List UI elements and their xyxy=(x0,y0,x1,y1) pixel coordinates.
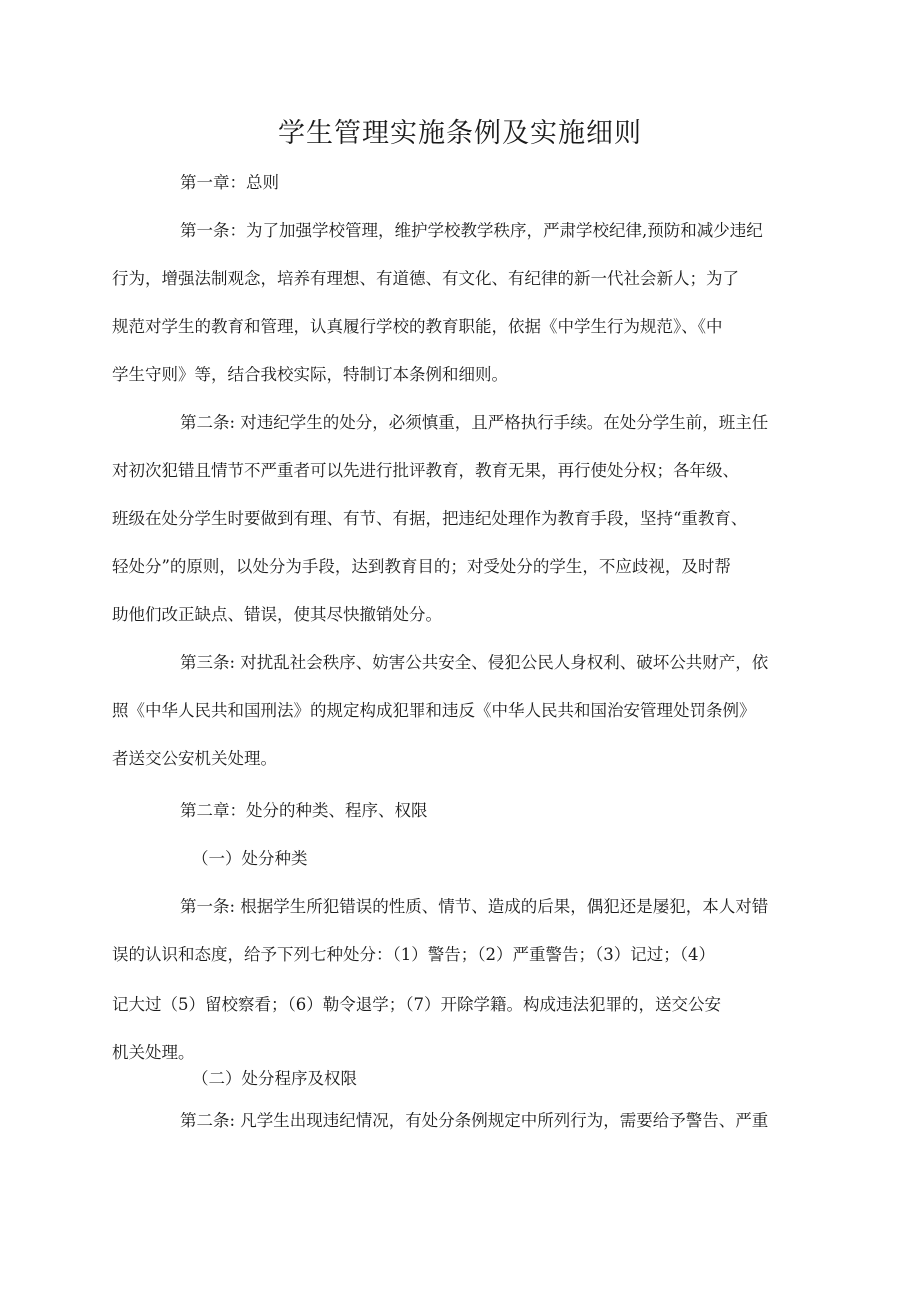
paragraph-line: 第二条: 对违纪学生的处分，必须慎重，且严格执行手续。在处分学生前，班主任 xyxy=(180,413,769,432)
section-heading: （二）处分程序及权限 xyxy=(192,1069,357,1088)
paragraph-line: 第三条: 对扰乱社会秩序、妨害公共安全、侵犯公民人身权利、破坏公共财产，依 xyxy=(180,653,769,672)
paragraph-line: 第一条：为了加强学校管理，维护学校教学秩序，严肃学校纪律,预防和减少违纪 xyxy=(180,221,763,240)
document-title: 学生管理实施条例及实施细则 xyxy=(278,118,642,149)
paragraph-line: 学生守则》等，结合我校实际，特制订本条例和细则。 xyxy=(112,365,508,384)
paragraph-line: 误的认识和态度，给予下列七种处分：（1）警告；（2）严重警告；（3）记过；（4） xyxy=(112,945,715,964)
section-heading: （一）处分种类 xyxy=(192,849,308,868)
paragraph-line: 者送交公安机关处理。 xyxy=(112,749,277,768)
chapter-2-heading: 第二章：处分的种类、程序、权限 xyxy=(180,801,428,820)
paragraph-line: 机关处理。 xyxy=(112,1043,195,1062)
paragraph-line: 照《中华人民共和国刑法》的规定构成犯罪和违反《中华人民共和国治安管理处罚条例》 xyxy=(112,701,756,720)
paragraph-line: 班级在处分学生时要做到有理、有节、有据，把违纪处理作为教育手段，坚持“重教育、 xyxy=(112,509,748,528)
paragraph-line: 对初次犯错且情节不严重者可以先进行批评教育，教育无果，再行使处分权；各年级、 xyxy=(112,461,739,480)
paragraph-line: 助他们改正缺点、错误，使其尽快撤销处分。 xyxy=(112,605,442,624)
paragraph-line: 第二条: 凡学生出现违纪情况，有处分条例规定中所列行为，需要给予警告、严重 xyxy=(180,1111,769,1130)
paragraph-line: 记大过（5）留校察看；（6）勒令退学；（7）开除学籍。构成违法犯罪的，送交公安 xyxy=(112,995,721,1014)
paragraph-line: 第一条: 根据学生所犯错误的性质、情节、造成的后果，偶犯还是屡犯，本人对错 xyxy=(180,897,769,916)
paragraph-line: 轻处分”的原则，以处分为手段，达到教育目的；对受处分的学生，不应歧视，及时帮 xyxy=(112,557,731,576)
paragraph-line: 行为，增强法制观念，培养有理想、有道德、有文化、有纪律的新一代社会新人；为了 xyxy=(112,269,739,288)
paragraph-line: 规范对学生的教育和管理，认真履行学校的教育职能，依据《中学生行为规范》、《中 xyxy=(112,317,723,336)
chapter-1-heading: 第一章：总则 xyxy=(180,173,279,192)
